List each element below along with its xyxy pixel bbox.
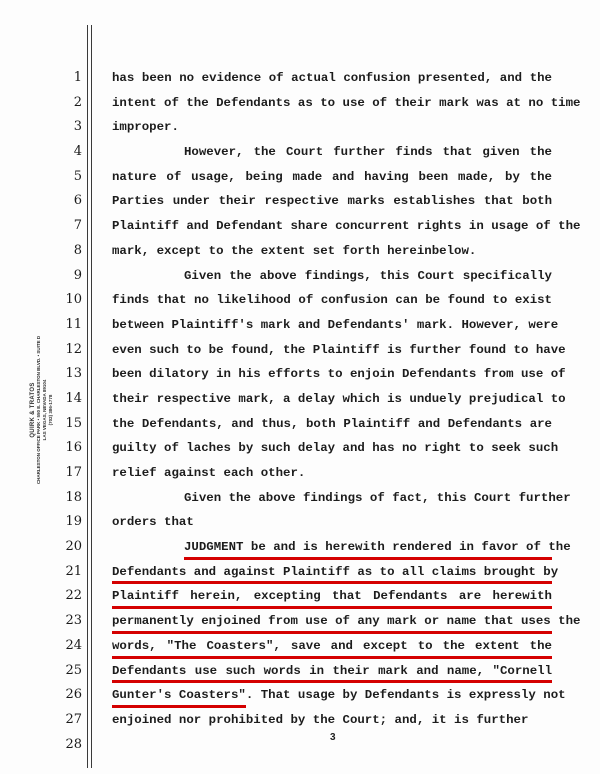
line-number: 22 — [65, 588, 82, 604]
line-number: 27 — [65, 711, 82, 727]
text-line — [112, 313, 559, 338]
line-number: 11 — [65, 316, 82, 332]
text-line — [112, 486, 571, 511]
text-line-content: words, "The Coasters", save and except to the extent the — [112, 638, 552, 653]
text-line-content: guilty of laches by such delay and has no right to seek such — [112, 441, 559, 456]
text-line — [112, 436, 559, 461]
line-number: 1 — [73, 70, 82, 85]
text-line-content: Given the above findings of fact, this Court further — [184, 490, 571, 505]
line-number: 25 — [65, 662, 82, 678]
text-line — [112, 634, 552, 659]
text-line — [112, 66, 552, 91]
text-line — [112, 140, 552, 165]
text-line — [112, 461, 552, 486]
text-line-content: orders that — [112, 515, 194, 530]
line-number: 20 — [65, 539, 82, 555]
margin-rule-left — [87, 25, 88, 768]
line-number: 23 — [65, 613, 82, 629]
line-number: 16 — [65, 440, 82, 456]
text-line-content: Gunter's Coasters". That usage by Defendants is expressly not — [112, 688, 566, 703]
text-line-content: enjoined nor prohibited by the Court; and, it is further — [112, 712, 529, 727]
line-number: 14 — [65, 390, 82, 406]
text-line-content: Parties under their respective marks establishes that both — [112, 194, 552, 209]
text-line-content: nature of usage, being made and having been made, by the — [112, 169, 552, 184]
line-number: 7 — [73, 218, 82, 234]
firm-name: QUIRK & TRATOS — [30, 382, 36, 438]
text-line — [112, 264, 552, 289]
text-line-content: has been no evidence of actual confusion presented, and the — [112, 71, 552, 85]
firm-address-line1: CHARLESTON OFFICE PARK • 550 E. CHARLESTON BLVD. • SUITE D — [36, 335, 41, 485]
text-line — [112, 584, 552, 609]
firm-address-line2: LAS VEGAS, NEVADA 89104 — [42, 379, 47, 441]
line-number: 12 — [65, 341, 82, 357]
line-number: 6 — [73, 193, 82, 209]
text-line — [112, 412, 552, 437]
text-line-content: permanently enjoined from use of any mark or name that uses the — [112, 614, 581, 629]
line-number: 8 — [73, 242, 82, 258]
text-line-content: JUDGMENT be and is herewith rendered in favor of the — [184, 540, 571, 555]
text-line — [112, 91, 581, 116]
text-line — [112, 535, 571, 560]
text-line — [112, 239, 552, 264]
page-number: 3 — [330, 732, 336, 743]
text-line-content: improper. — [112, 120, 179, 135]
text-line — [112, 510, 552, 535]
line-number: 4 — [73, 144, 82, 160]
line-number: 5 — [73, 168, 82, 184]
line-number: 2 — [73, 94, 82, 110]
text-line — [112, 189, 552, 214]
text-line-content: the Defendants, and thus, both Plaintiff and Defendants are — [112, 416, 552, 431]
text-line — [112, 708, 552, 733]
line-number: 21 — [65, 563, 82, 579]
text-line-content: even such to be found, the Plaintiff is further found to have — [112, 342, 566, 357]
line-number: 24 — [65, 637, 82, 653]
line-number: 13 — [65, 366, 82, 382]
text-line — [112, 165, 552, 190]
text-line-content: intent of the Defendants as to use of their mark was at no time — [112, 95, 581, 110]
line-number: 28 — [65, 736, 82, 752]
line-number: 9 — [73, 267, 82, 283]
text-line-content: their respective mark, a delay which is unduely prejudical to — [112, 391, 566, 406]
line-number: 19 — [65, 514, 82, 530]
text-line-content: Given the above findings, this Court specifically — [184, 268, 552, 283]
text-line — [112, 683, 566, 708]
text-line — [112, 609, 581, 634]
margin-rule-right — [91, 25, 92, 768]
text-line-content: been dilatory in his efforts to enjoin Defendants from use of — [112, 367, 566, 382]
text-line — [112, 214, 581, 239]
text-line-content: finds that no likelihood of confusion can be found to exist — [112, 293, 552, 308]
line-number: 18 — [65, 489, 82, 505]
firm-phone: (702) 386-1778 — [48, 394, 53, 426]
line-number: 17 — [65, 465, 82, 480]
text-line — [112, 560, 559, 585]
text-line-content: However, the Court further finds that given the — [184, 145, 552, 160]
text-line — [112, 338, 566, 363]
line-number: 3 — [73, 119, 82, 135]
text-line — [112, 387, 566, 412]
text-line — [112, 362, 566, 387]
document-body — [112, 66, 581, 757]
text-line — [112, 659, 552, 684]
text-line-content: Plaintiff herein, excepting that Defendants are herewith — [112, 589, 552, 604]
line-number: 15 — [65, 415, 82, 431]
line-number: 10 — [65, 292, 82, 308]
line-number-column — [56, 66, 82, 757]
text-line — [112, 288, 552, 313]
line-number: 26 — [65, 687, 82, 703]
text-line-content: Plaintiff and Defendant share concurrent rights in usage of the — [112, 219, 581, 234]
text-line-content: Defendants use such words in their mark and name, "Cornell — [112, 663, 552, 678]
text-line-content: Defendants and against Plaintiff as to all claims brought by — [112, 564, 559, 579]
text-line-content: mark, except to the extent set forth hereinbelow. — [112, 243, 477, 258]
text-line-content: between Plaintiff's mark and Defendants' mark. However, were — [112, 317, 559, 332]
text-line-content: relief against each other. — [112, 466, 306, 480]
text-line — [112, 115, 552, 140]
